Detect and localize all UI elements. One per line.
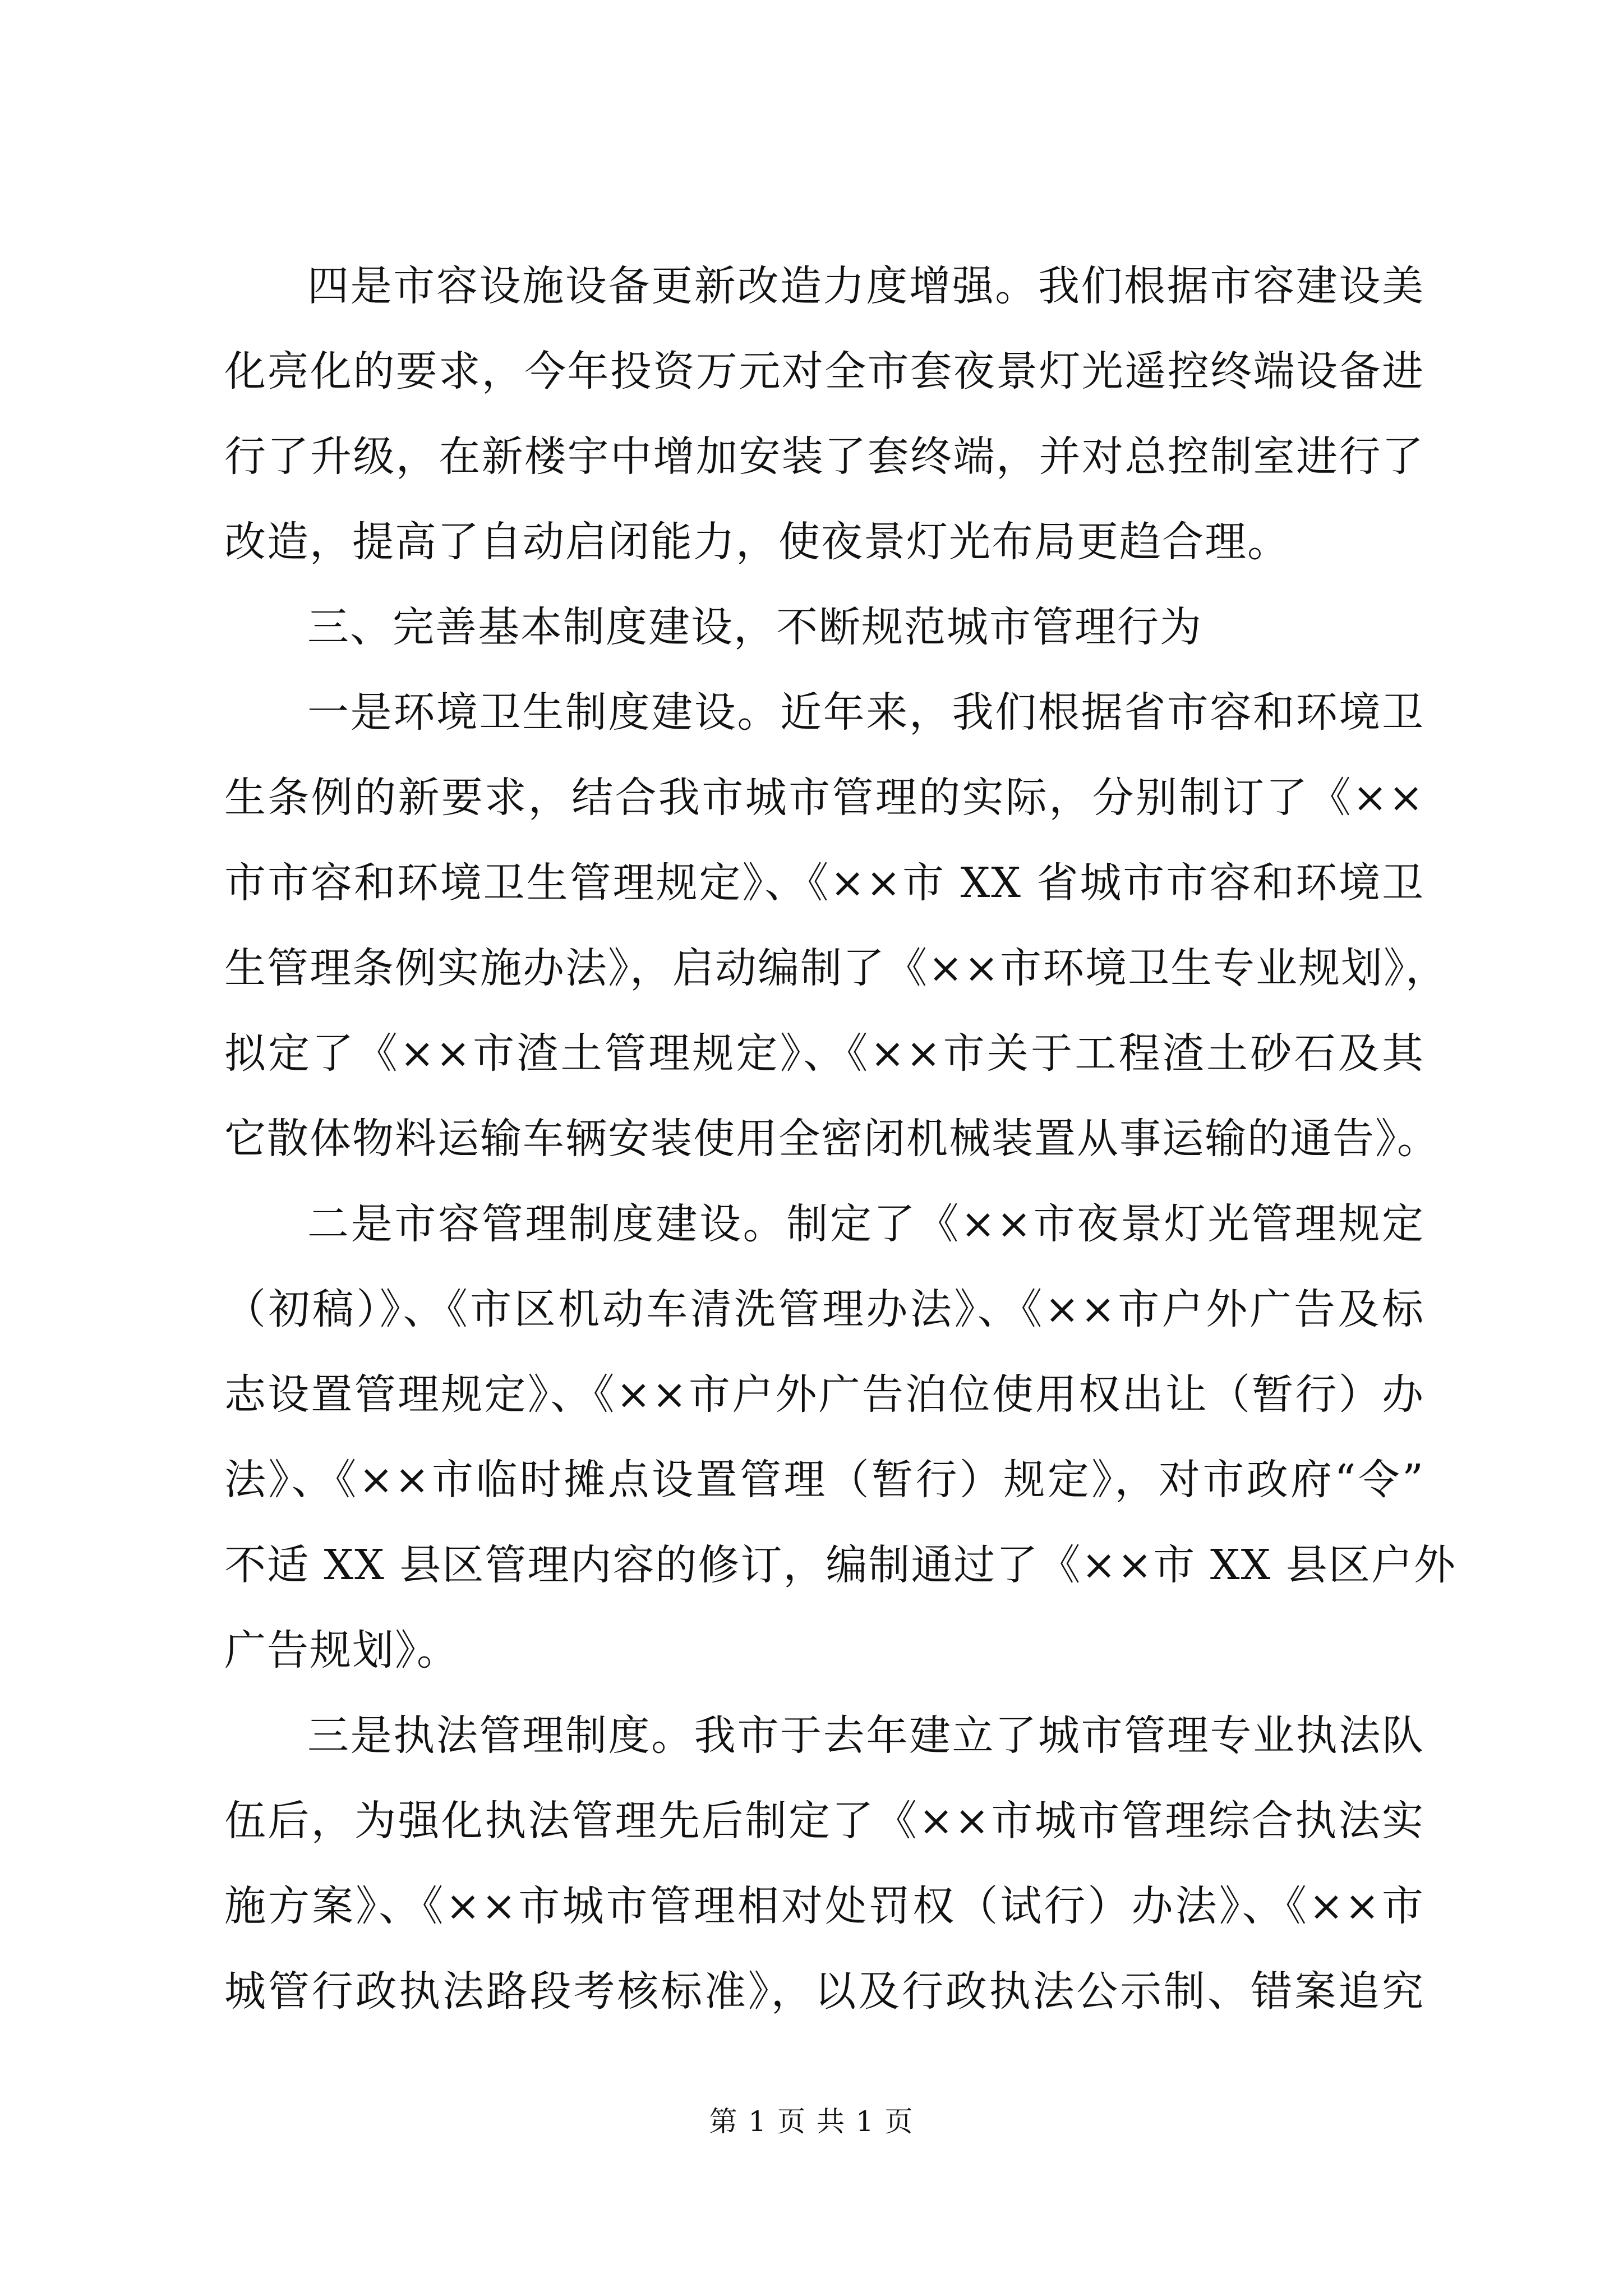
- paragraph-line: 二是市容管理制度建设。制定了《××市夜景灯光管理规定: [307, 1200, 1424, 1248]
- paragraph-line: 三是执法管理制度。我市于去年建立了城市管理专业执法队: [307, 1711, 1424, 1760]
- document-body: [224, 262, 1456, 2054]
- paragraph-line: 不适 XX 县区管理内容的修订，编制通过了《××市 XX 县区户外: [224, 1541, 1456, 1589]
- paragraph-line: 志设置管理规定》、《××市户外广告泊位使用权出让（暂行）办: [224, 1370, 1424, 1419]
- paragraph-line: 市市容和环境卫生管理规定》、《××市 XX 省城市市容和环境卫: [224, 859, 1424, 907]
- paragraph-line: 化亮化的要求，今年投资万元对全市套夜景灯光遥控终端设备进: [224, 347, 1424, 395]
- paragraph-line: 四是市容设施设备更新改造力度增强。我们根据市容建设美: [307, 262, 1424, 310]
- paragraph-line: 一是环境卫生制度建设。近年来，我们根据省市容和环境卫: [307, 688, 1424, 737]
- paragraph-line: 它散体物料运输车辆安装使用全密闭机械装置从事运输的通告》。: [224, 1115, 1440, 1163]
- paragraph-line: 生条例的新要求，结合我市城市管理的实际，分别制订了《××: [224, 774, 1424, 822]
- paragraph-line: 广告规划》。: [224, 1626, 459, 1674]
- paragraph-line: 改造，提高了自动启闭能力，使夜景灯光布局更趋合理。: [224, 518, 1290, 566]
- section-heading: 三、完善基本制度建设，不断规范城市管理行为: [307, 603, 1202, 651]
- paragraph-line: 行了升级，在新楼宇中增加安装了套终端，并对总控制室进行了: [224, 432, 1424, 481]
- paragraph-line: 生管理条例实施办法》，启动编制了《××市环境卫生专业规划》，: [224, 944, 1449, 992]
- paragraph-line: 城管行政执法路段考核标准》，以及行政执法公示制、错案追究: [224, 1967, 1424, 2016]
- paragraph-line: 伍后，为强化执法管理先后制定了《××市城市管理综合执法实: [224, 1797, 1424, 1845]
- paragraph-line: 拟定了《××市渣土管理规定》、《××市关于工程渣土砂石及其: [224, 1029, 1424, 1078]
- paragraph-line: 法》、《××市临时摊点设置管理（暂行）规定》，对市政府“令”: [224, 1456, 1424, 1504]
- page-number-footer: 第 1 页 共 1 页: [709, 2105, 914, 2138]
- paragraph-line: （初稿）》、《市区机动车清洗管理办法》、《××市户外广告及标: [224, 1285, 1424, 1333]
- paragraph-line: 施方案》、《××市城市管理相对处罚权（试行）办法》、《××市: [224, 1882, 1424, 1930]
